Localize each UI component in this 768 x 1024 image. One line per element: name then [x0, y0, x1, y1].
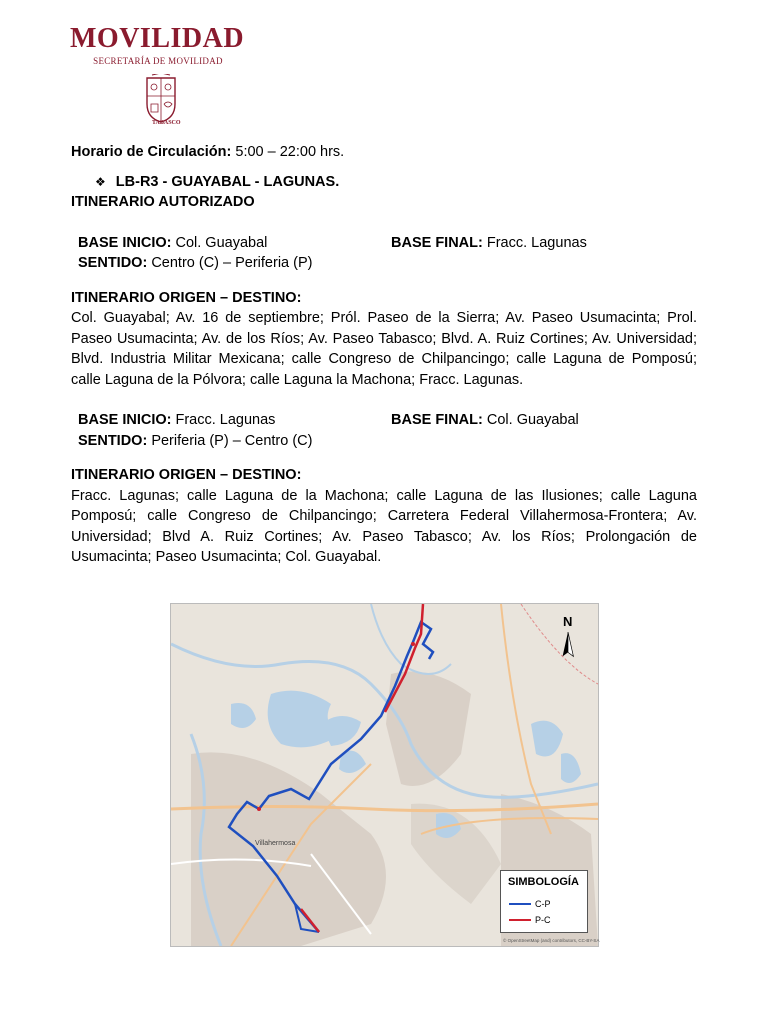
base-final-value: Col. Guayabal [486, 412, 579, 428]
base-inicio-1 [78, 233, 312, 274]
sentido-value: Centro (C) – Periferia (P) [151, 255, 313, 271]
itinerary-heading-2: ITINERARIO ORIGEN – DESTINO: [71, 467, 302, 483]
section-heading: ITINERARIO AUTORIZADO [71, 194, 255, 210]
sentido-value: Periferia (P) – Centro (C) [151, 432, 313, 449]
north-arrow-icon [558, 632, 578, 670]
base-final-label: BASE FINAL: [391, 234, 483, 251]
map-attribution: © OpenStreetMap (and) contributors, CC-BY-SA [503, 938, 600, 943]
sentido-label: SENTIDO: [78, 255, 148, 271]
base-inicio-label: BASE INICIO: [78, 412, 172, 428]
base-info-2 [71, 410, 697, 451]
base-final-label: BASE FINAL: [391, 412, 483, 428]
legend-swatch-cp [509, 903, 531, 905]
diamond-bullet-icon: ❖ [95, 174, 106, 189]
itinerary-text-1: Col. Guayabal; Av. 16 de septiembre; Pról. Paseo de la Sierra; Av. Paseo Usumacinta; Prol. Paseo Usumacinta; Av. de los Ríos; Av. Paseo Tabasco; Blvd. A. Ruiz Cortines; Av. Universidad; Blvd. Industria Militar Mexicana; calle Congreso de Chilpancingo; calle Laguna de Pomposú; calle Laguna de la Pólvora; calle Laguna la Machona; Fracc. Lagunas. [71, 310, 697, 388]
legend-swatch-pc [509, 919, 531, 921]
itinerary-heading-1: ITINERARIO ORIGEN – DESTINO: [71, 289, 302, 306]
north-label: N [563, 614, 573, 629]
base-info-1 [71, 233, 697, 274]
base-inicio-label: BASE INICIO: [78, 234, 172, 251]
base-inicio-value: Fracc. Lagunas [175, 412, 276, 428]
city-label: Villahermosa [255, 840, 296, 847]
seal-caption: TABASCO [152, 120, 181, 126]
schedule-label: Horario de Circulación: [71, 144, 232, 160]
route-line [71, 172, 697, 193]
legend-title: SIMBOLOGÍA [508, 876, 579, 888]
header [70, 24, 250, 66]
brand-subtitle: SECRETARÍA DE MOVILIDAD [93, 56, 223, 66]
base-final-2 [391, 410, 579, 431]
map-legend [500, 870, 588, 933]
coat-of-arms-icon [144, 74, 178, 126]
base-final-1 [391, 233, 587, 254]
brand-title: MOVILIDAD [70, 23, 245, 54]
schedule-value: 5:00 – 22:00 hrs. [235, 144, 345, 160]
base-inicio-value: Col. Guayabal [175, 234, 268, 251]
base-inicio-2 [78, 410, 312, 451]
route-name: LB-R3 - GUAYABAL - LAGUNAS. [115, 173, 340, 190]
legend-label-cp: C-P [535, 899, 551, 909]
schedule-line [71, 142, 697, 163]
legend-item-cp [509, 899, 551, 909]
document-body [71, 140, 697, 568]
legend-label-pc: P-C [535, 915, 551, 925]
legend-item-pc [509, 915, 551, 925]
itinerary-text-2: Fracc. Lagunas; calle Laguna de la Machona; calle Laguna de las Ilusiones; calle Laguna Pomposú; calle Congreso de Chilpancingo; Carretera Federal Villahermosa-Frontera; Av. Universidad; Blvd A. Ruiz Cortines; Av. Paseo Tabasco; Av. los Ríos; Prolongación de Usumacinta; Paseo Usumacinta; Col. Guayabal. [71, 487, 697, 565]
base-final-value: Fracc. Lagunas [486, 234, 587, 251]
sentido-label: SENTIDO: [78, 432, 148, 449]
